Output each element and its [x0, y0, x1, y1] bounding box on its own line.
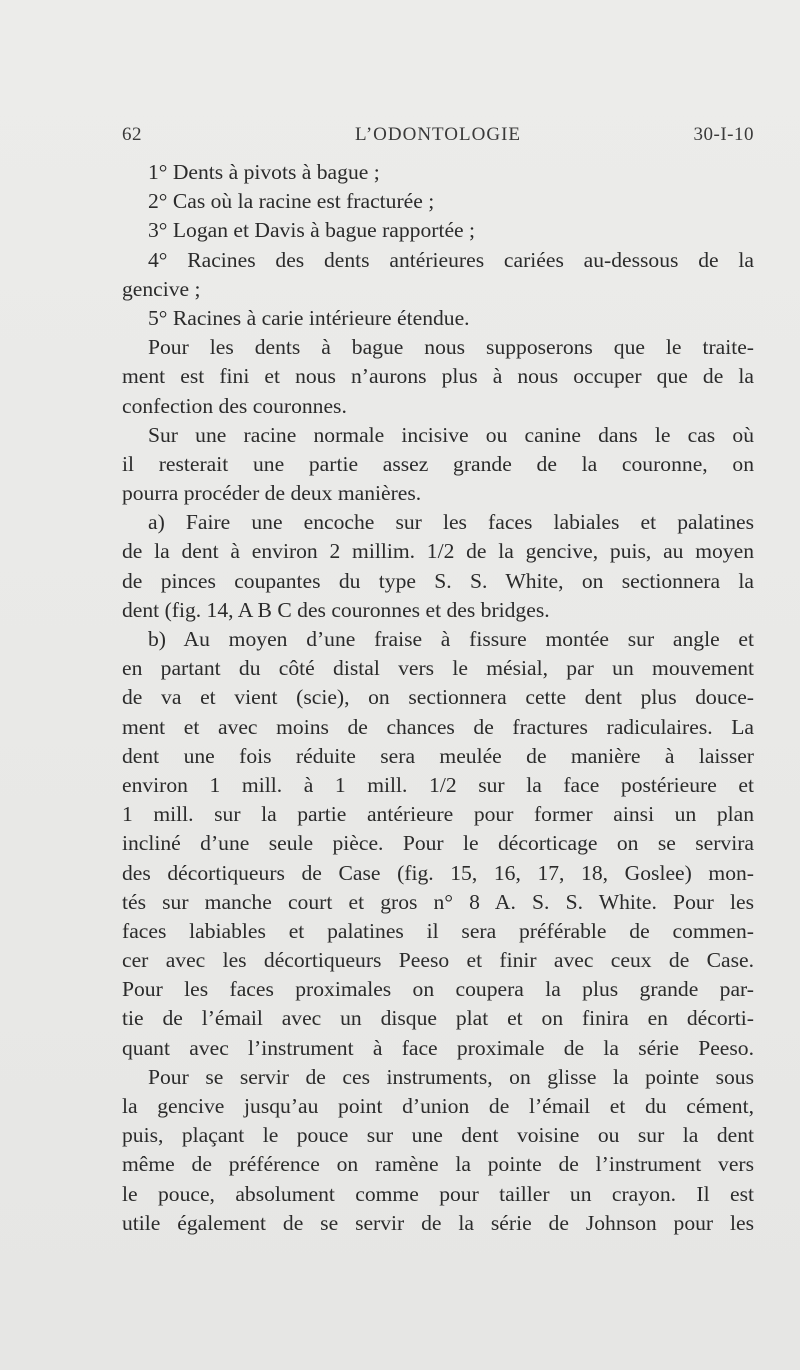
text-line: 5° Racines à carie intérieure étendue.: [148, 305, 470, 330]
issue-date: 30-I-10: [693, 124, 754, 145]
text-line: b) Au moyen d’une fraise à fissure montée sur angle et: [148, 627, 754, 651]
text-line: la gencive jusqu’au point d’union de l’émail et du cément,: [122, 1094, 754, 1118]
text-line: quant avec l’instrument à face proximale de la série Peeso.: [122, 1035, 754, 1060]
text-line: il resterait une partie assez grande de la couronne, on: [122, 451, 754, 476]
page-number: 62: [122, 124, 142, 145]
text-line: ment et avec moins de chances de fractures radiculaires. La: [122, 714, 754, 739]
text-line: tie de l’émail avec un disque plat et on finira en décorti-: [122, 1006, 754, 1031]
text-line: en partant du côté distal vers le mésial, par un mouvement: [122, 656, 754, 681]
text-line: 3° Logan et Davis à bague rapportée ;: [148, 218, 476, 243]
text-line: même de préférence on ramène la pointe de l’instrument vers: [122, 1152, 754, 1177]
text-line: dent une fois réduite sera meulée de manière à laisser: [122, 743, 754, 768]
text-line: Sur une racine normale incisive ou canine dans le cas où: [148, 422, 754, 447]
text-line: faces labiables et palatines il sera préférable de commen-: [122, 918, 754, 943]
text-line: le pouce, absolument comme pour tailler un crayon. Il est: [122, 1181, 754, 1206]
text-line: 1° Dents à pivots à bague ;: [148, 160, 380, 184]
body-text: [122, 158, 754, 1238]
text-line: environ 1 mill. à 1 mill. 1/2 sur la face postérieure et: [122, 772, 754, 797]
text-line: ment est fini et nous n’aurons plus à nous occuper que de la: [122, 364, 754, 389]
text-line: utile également de se servir de la série de Johnson pour les: [122, 1210, 754, 1235]
text-line: incliné d’une seule pièce. Pour le décorticage on se servira: [122, 831, 754, 856]
text-line: gencive ;: [122, 276, 201, 301]
text-line: de va et vient (scie), on sectionnera cette dent plus douce-: [122, 685, 754, 710]
text-line: Pour les dents à bague nous supposerons que le traite-: [148, 335, 754, 360]
text-line: 1 mill. sur la partie antérieure pour former ainsi un plan: [122, 802, 754, 827]
text-line: 4° Racines des dents antérieures cariées au-dessous de la: [148, 247, 754, 272]
text-line: tés sur manche court et gros n° 8 A. S. S. White. Pour les: [122, 889, 754, 914]
text-line: cer avec les décortiqueurs Peeso et finir avec ceux de Case.: [122, 948, 754, 973]
text-line: de la dent à environ 2 millim. 1/2 de la gencive, puis, au moyen: [122, 539, 754, 564]
text-line: de pinces coupantes du type S. S. White, on sectionnera la: [122, 568, 754, 593]
text-line: pourra procéder de deux manières.: [122, 481, 422, 506]
text-line: Pour se servir de ces instruments, on glisse la pointe sous: [148, 1064, 754, 1089]
text-line: Pour les faces proximales on coupera la plus grande par-: [122, 977, 754, 1002]
text-line: dent (fig. 14, A B C des couronnes et des bridges.: [122, 597, 550, 622]
text-line: 2° Cas où la racine est fracturée ;: [148, 189, 435, 214]
running-header: [122, 124, 754, 150]
text-line: des décortiqueurs de Case (fig. 15, 16, 17, 18, Goslee) mon-: [122, 860, 754, 885]
journal-title: L’ODONTOLOGIE: [354, 124, 522, 145]
text-line: a) Faire une encoche sur les faces labiales et palatines: [148, 510, 754, 535]
text-line: confection des couronnes.: [122, 393, 347, 418]
text-line: puis, plaçant le pouce sur une dent voisine ou sur la dent: [122, 1123, 754, 1148]
